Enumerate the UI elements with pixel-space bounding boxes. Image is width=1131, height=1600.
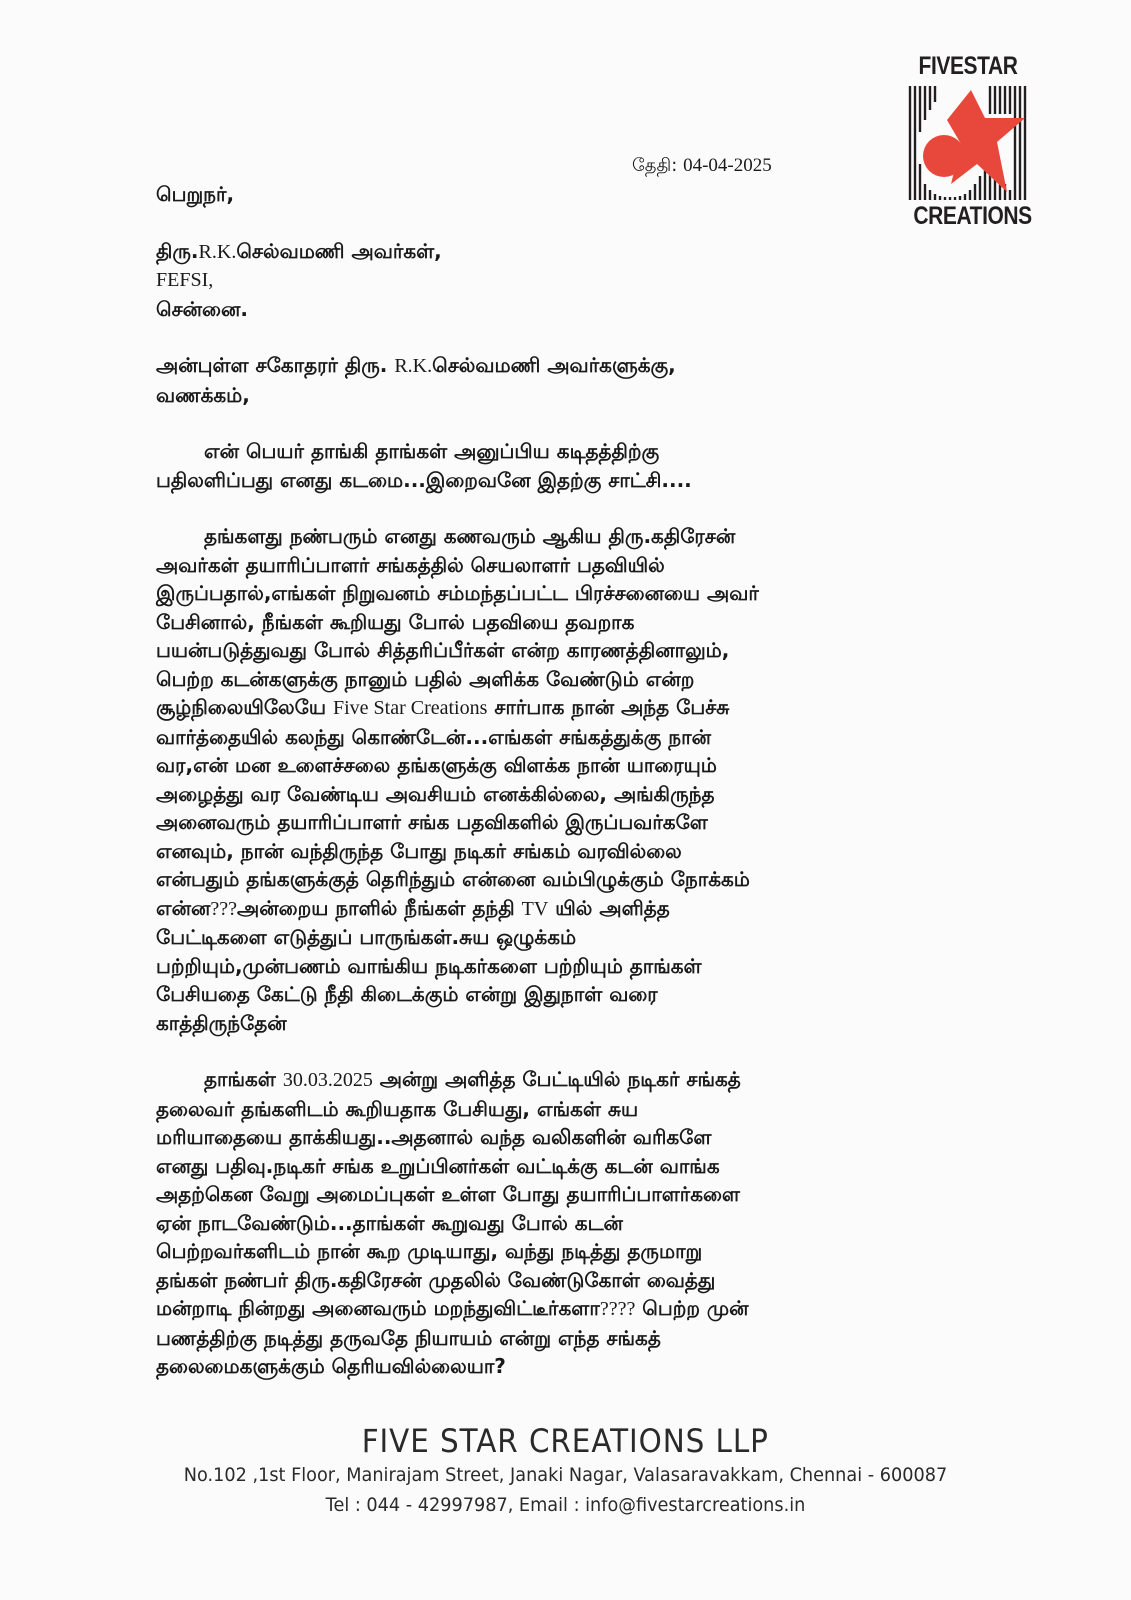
- paragraph-line: பெற்றவர்களிடம் நான் கூற முடியாது, வந்து நடித்து தருமாறு: [156, 1239, 703, 1263]
- paragraph-line: பேட்டிகளை எடுத்துப் பாருங்கள்.சுய ஒழுக்கம்: [156, 925, 577, 949]
- paragraph-line: மரியாதையை தாக்கியது..அதனால் வந்த வலிகளின் வரிகளே: [156, 1125, 712, 1149]
- paragraph-line: சூழ்நிலையிலேயே Five Star Creations சார்பாக நான் அந்த பேச்சு: [156, 695, 730, 719]
- paragraph-line: தலைவர் தங்களிடம் கூறியதாக பேசியது, எங்கள் சுய: [156, 1096, 639, 1121]
- letter-body: [156, 180, 976, 1381]
- paragraph-line: தலைமைகளுக்கும் தெரியவில்லையா?: [156, 1354, 506, 1378]
- paragraph-line: காத்திருந்தேன்: [156, 1010, 287, 1035]
- date-label: தேதி:: [632, 155, 678, 176]
- paragraph-line: வார்த்தையில் கலந்து கொண்டேன்...எங்கள் சங்கத்துக்கு நான்: [156, 724, 711, 749]
- footer-company-name: FIVE STAR CREATIONS LLP: [361, 1422, 770, 1460]
- paragraph-line: அதற்கென வேறு அமைப்புகள் உள்ள போது தயாரிப்பாளர்களை: [156, 1182, 740, 1206]
- paragraph-1: [156, 437, 976, 494]
- paragraph-line: பதிலளிப்பது எனது கடமை...இறைவனே இதற்கு சாட்சி....: [156, 467, 692, 492]
- paragraph-line: என்ன???அன்றைய நாளில் நீங்கள் தந்தி TV யில் அளித்த: [156, 895, 670, 920]
- paragraph-line: ஏன் நாடவேண்டும்...தாங்கள் கூறுவது போல் கடன்: [156, 1210, 623, 1235]
- paragraph-line: மன்றாடி நின்றது அனைவரும் மறந்துவிட்டீர்களா???? பெற்ற முன்: [156, 1296, 749, 1320]
- paragraph-line: என்பதும் தங்களுக்குத் தெரிந்தும் என்னை வம்பிழுக்கும் நோக்கம்: [156, 867, 750, 891]
- paragraph-2: [156, 522, 976, 1037]
- paragraph-line: இருப்பதால்,எங்கள் நிறுவனம் சம்மந்தப்பட்ட பிரச்சனையை அவர்: [156, 581, 759, 605]
- recipient-city: சென்னை.: [156, 296, 248, 321]
- footer-address: No.102 ,1st Floor, Manirajam Street, Janaki Nagar, Valasaravakkam, Chennai - 600087: [183, 1464, 948, 1486]
- paragraph-line: எனவும், நான் வந்திருந்த போது நடிகர் சங்கம் வரவில்லை: [156, 838, 682, 863]
- logo-text-bottom: CREATIONS: [913, 202, 1032, 230]
- letterhead-footer: [0, 1422, 1131, 1520]
- paragraph-line: தங்களது நண்பரும் எனது கணவரும் ஆகிய திரு.கதிரேசன்: [204, 524, 736, 548]
- footer-contact: Tel : 044 - 42997987, Email : info@fivestarcreations.in: [325, 1494, 806, 1516]
- paragraph-line: அவர்கள் தயாரிப்பாளர் சங்கத்தில் செயலாளர் பதவியில்: [156, 552, 665, 577]
- paragraph-3: [156, 1065, 976, 1381]
- paragraph-line: அழைத்து வர வேண்டிய அவசியம் எனக்கில்லை, அங்கிருந்த: [156, 781, 715, 806]
- paragraph-line: எனது பதிவு.நடிகர் சங்க உறுப்பினர்கள் வட்டிக்கு கடன் வாங்க: [156, 1153, 720, 1178]
- paragraph-line: பேசினால், நீங்கள் கூறியது போல் பதவியை தவறாக: [156, 609, 635, 634]
- paragraph-line: பணத்திற்கு நடித்து தருவதே நியாயம் என்று எந்த சங்கத்: [156, 1325, 661, 1350]
- paragraph-line: அனைவரும் தயாரிப்பாளர் சங்க பதவிகளில் இருப்பவர்களே: [156, 810, 708, 834]
- paragraph-line: வர,என் மன உளைச்சலை தங்களுக்கு விளக்க நான் யாரையும்: [156, 753, 717, 777]
- paragraph-line: பெற்ற கடன்களுக்கு நானும் பதில் அளிக்க வேண்டும் என்ற: [156, 666, 695, 691]
- salutation-line: அன்புள்ள சகோதரர் திரு. R.K.செல்வமணி அவர்களுக்கு,: [156, 353, 676, 377]
- paragraph-line: பேசியதை கேட்டு நீதி கிடைக்கும் என்று இதுநாள் வரை: [156, 982, 658, 1006]
- logo-text-top: FIVESTAR: [918, 52, 1018, 80]
- paragraph-line: பயன்படுத்துவது போல் சித்தரிப்பீர்கள் என்ற காரணத்தினாலும்,: [156, 638, 730, 662]
- paragraph-line: தாங்கள் 30.03.2025 அன்று அளித்த பேட்டியில் நடிகர் சங்கத்: [204, 1067, 741, 1091]
- paragraph-line: பற்றியும்,முன்பணம் வாங்கிய நடிகர்களை பற்றியும் தாங்கள்: [156, 953, 702, 978]
- date-value: 04-04-2025: [683, 155, 772, 176]
- recipient-to-label: பெறுநர்,: [156, 182, 235, 206]
- paragraph-line: என் பெயர் தாங்கி தாங்கள் அனுப்பிய கடிதத்திற்கு: [204, 439, 660, 463]
- recipient-organization: FEFSI,: [156, 269, 214, 291]
- paragraph-line: தங்கள் நண்பர் திரு.கதிரேசன் முதலில் வேண்டுகோள் வைத்து: [156, 1267, 716, 1292]
- recipient-name: திரு.R.K.செல்வமணி அவர்கள்,: [156, 238, 442, 263]
- letter-date: [632, 155, 772, 178]
- salutation-greeting: வணக்கம்,: [156, 382, 250, 407]
